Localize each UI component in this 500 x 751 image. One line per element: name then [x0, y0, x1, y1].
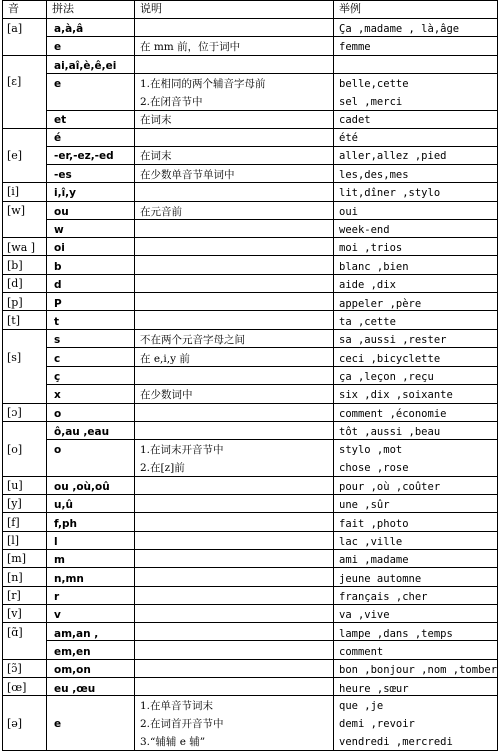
example-cell: lampe ,dans ,temps	[339, 628, 453, 640]
example-cell: pour ,où ,coûter	[339, 481, 441, 493]
spelling-cell: é	[54, 132, 62, 144]
example-cell: les,des,mes	[339, 169, 409, 181]
example-cell: été	[339, 132, 358, 144]
spelling-cell: w	[54, 224, 64, 236]
spelling-cell: ô,au ,eau	[54, 426, 110, 438]
phoneme-cell: [i]	[7, 185, 20, 198]
example-cell: ami ,madame	[339, 554, 409, 566]
example-cell: jeune automne	[339, 573, 422, 585]
example-cell: aide ,dix	[339, 279, 396, 291]
explanation-cell: 2.在[z]前	[140, 462, 185, 474]
explanation-cell: 2.在闭音节中	[140, 96, 203, 108]
row-border	[2, 421, 498, 422]
example-cell: bon ,bonjour ,nom ,tomber	[339, 664, 498, 676]
phonetics-table	[2, 0, 498, 751]
header-examples: 举例	[339, 2, 361, 15]
example-cell: français ,cher	[339, 591, 428, 603]
row-border	[2, 292, 498, 293]
phoneme-cell: [wa ]	[7, 241, 36, 254]
example-cell: aller,allez ,pied	[339, 150, 447, 162]
spelling-cell: o	[54, 408, 62, 420]
phoneme-cell: [ɑ̃]	[7, 626, 23, 639]
spelling-cell: s	[54, 334, 61, 346]
spelling-cell: t	[54, 316, 60, 328]
header-spelling: 拼法	[52, 2, 74, 15]
explanation-cell: 在元音前	[140, 206, 182, 218]
example-cell: sel ,merci	[339, 96, 403, 108]
row-border	[2, 0, 498, 1]
row-border	[2, 494, 498, 495]
row-border	[2, 677, 498, 678]
example-cell: week-end	[339, 224, 390, 236]
example-cell: vendredi ,mercredi	[339, 736, 453, 748]
spelling-cell: ai,aî,è,ê,ei	[54, 60, 117, 72]
row-border	[2, 18, 498, 19]
row-border	[2, 622, 498, 623]
example-cell: demi ,revoir	[339, 718, 415, 730]
spelling-cell: c	[54, 353, 61, 365]
example-cell: Ça ,madame , là,âge	[339, 23, 460, 35]
phoneme-cell: [o]	[7, 443, 23, 456]
header-explanation: 说明	[140, 2, 162, 15]
example-cell: stylo ,mot	[339, 444, 403, 456]
example-cell: heure ,sœur	[339, 683, 409, 695]
phoneme-cell: [u]	[7, 479, 23, 492]
explanation-cell: 3.“辅辅 e 辅”	[140, 736, 206, 748]
row-border	[46, 110, 498, 111]
column-border	[46, 0, 47, 751]
column-border	[333, 0, 334, 751]
row-border	[2, 567, 498, 568]
example-cell: femme	[339, 41, 371, 53]
row-border	[2, 182, 498, 183]
row-border	[2, 329, 498, 330]
example-cell: ceci ,bicyclette	[339, 353, 441, 365]
row-border	[46, 384, 498, 385]
phoneme-cell: [r]	[7, 589, 21, 602]
example-cell: que ,je	[339, 700, 384, 712]
row-border	[2, 604, 498, 605]
phoneme-cell: [y]	[7, 497, 22, 510]
phoneme-cell: [d]	[7, 277, 23, 290]
row-border	[46, 219, 498, 220]
example-cell: sa ,aussi ,rester	[339, 334, 447, 346]
spelling-cell: ou	[54, 206, 69, 218]
phoneme-cell: [m]	[7, 552, 27, 565]
row-border	[46, 164, 498, 165]
row-border	[46, 146, 498, 147]
example-cell: lit,dîner ,stylo	[339, 187, 441, 199]
phoneme-cell: [e]	[7, 149, 23, 162]
row-border	[2, 128, 498, 129]
spelling-cell: ou ,où,oû	[54, 481, 110, 493]
row-border	[2, 237, 498, 238]
row-border	[2, 201, 498, 202]
phoneme-cell: [ɛ]	[7, 75, 22, 88]
example-cell: appeler ,père	[339, 298, 422, 310]
explanation-cell: 在少数词中	[140, 389, 193, 401]
spelling-cell: b	[54, 261, 62, 273]
explanation-cell: 在 e,i,y 前	[140, 353, 190, 365]
example-cell: cadet	[339, 114, 371, 126]
explanation-cell: 1.在相同的两个辅音字母前	[140, 78, 266, 90]
spelling-cell: e	[54, 78, 62, 90]
example-cell: ta ,cette	[339, 316, 396, 328]
example-cell: six ,dix ,soixante	[339, 389, 453, 401]
row-border	[2, 55, 498, 56]
spelling-cell: i,î,y	[54, 187, 77, 199]
spelling-cell: e	[54, 718, 62, 730]
explanation-cell: 1.在单音节词末	[140, 700, 214, 712]
example-cell: va ,vive	[339, 609, 390, 621]
spelling-cell: m	[54, 554, 65, 566]
phoneme-cell: [a]	[7, 22, 23, 35]
example-cell: comment ,économie	[339, 408, 447, 420]
example-cell: ça ,leçon ,reçu	[339, 371, 434, 383]
phoneme-cell: [œ]	[7, 681, 27, 694]
row-border	[2, 476, 498, 477]
row-border	[46, 439, 498, 440]
explanation-cell: 在 mm 前，位于词中	[140, 41, 241, 53]
explanation-cell: 在词末	[140, 114, 172, 126]
spelling-cell: -es	[54, 169, 72, 181]
spelling-cell: x	[54, 389, 61, 401]
spelling-cell: et	[54, 114, 67, 126]
example-cell: tôt ,aussi ,beau	[339, 426, 441, 438]
spelling-cell: am,an ,	[54, 628, 99, 640]
spelling-cell: om,on	[54, 664, 91, 676]
row-border	[46, 73, 498, 74]
phoneme-cell: [f]	[7, 516, 20, 529]
phoneme-cell: [b]	[7, 259, 23, 272]
spelling-cell: oi	[54, 242, 65, 254]
column-border	[2, 0, 3, 751]
row-border	[2, 403, 498, 404]
row-border	[46, 347, 498, 348]
example-cell: comment	[339, 646, 384, 658]
row-border	[2, 549, 498, 550]
spelling-cell: d	[54, 279, 62, 291]
spelling-cell: ç	[54, 371, 61, 383]
row-border	[46, 640, 498, 641]
explanation-cell: 2.在词首开音节中	[140, 718, 224, 730]
explanation-cell: 1.在词末开音节中	[140, 444, 224, 456]
spelling-cell: eu ,œu	[54, 683, 96, 695]
phoneme-cell: [ɔ]	[7, 406, 22, 419]
spelling-cell: l	[54, 536, 58, 548]
phoneme-cell: [n]	[7, 571, 23, 584]
row-border	[2, 310, 498, 311]
explanation-cell: 在少数单音节单词中	[140, 169, 235, 181]
spelling-cell: -er,-ez,-ed	[54, 150, 114, 162]
phoneme-cell: [w]	[7, 204, 25, 217]
spelling-cell: P	[54, 298, 62, 310]
phoneme-cell: [v]	[7, 607, 22, 620]
phoneme-cell: [p]	[7, 296, 23, 309]
phoneme-cell: [l]	[7, 534, 20, 547]
spelling-cell: u,û	[54, 499, 73, 511]
column-border	[497, 0, 498, 751]
row-border	[46, 366, 498, 367]
row-border	[2, 531, 498, 532]
spelling-cell: e	[54, 41, 62, 53]
example-cell: fait ,photo	[339, 518, 409, 530]
phoneme-cell: [ɔ̃]	[7, 662, 22, 675]
row-border	[46, 36, 498, 37]
spelling-cell: r	[54, 591, 60, 603]
spelling-cell: a,à,â	[54, 23, 84, 35]
phoneme-cell: [s]	[7, 351, 22, 364]
row-border	[2, 695, 498, 696]
row-border	[2, 512, 498, 513]
example-cell: chose ,rose	[339, 462, 409, 474]
example-cell: une ,sûr	[339, 499, 390, 511]
phoneme-cell: [ə]	[7, 717, 23, 730]
header-phoneme: 音	[8, 2, 19, 15]
spelling-cell: n,mn	[54, 573, 84, 585]
example-cell: moi ,trios	[339, 242, 403, 254]
spelling-cell: f,ph	[54, 518, 77, 530]
row-border	[2, 659, 498, 660]
example-cell: lac ,ville	[339, 536, 403, 548]
row-border	[2, 274, 498, 275]
phoneme-cell: [t]	[7, 314, 21, 327]
example-cell: blanc ,bien	[339, 261, 409, 273]
column-border	[134, 0, 135, 751]
row-border	[2, 255, 498, 256]
example-cell: belle,cette	[339, 78, 409, 90]
example-cell: oui	[339, 206, 358, 218]
explanation-cell: 在词末	[140, 150, 172, 162]
spelling-cell: em,en	[54, 646, 91, 658]
row-border	[2, 586, 498, 587]
explanation-cell: 不在两个元音字母之间	[140, 334, 245, 346]
spelling-cell: o	[54, 444, 62, 456]
spelling-cell: v	[54, 609, 61, 621]
